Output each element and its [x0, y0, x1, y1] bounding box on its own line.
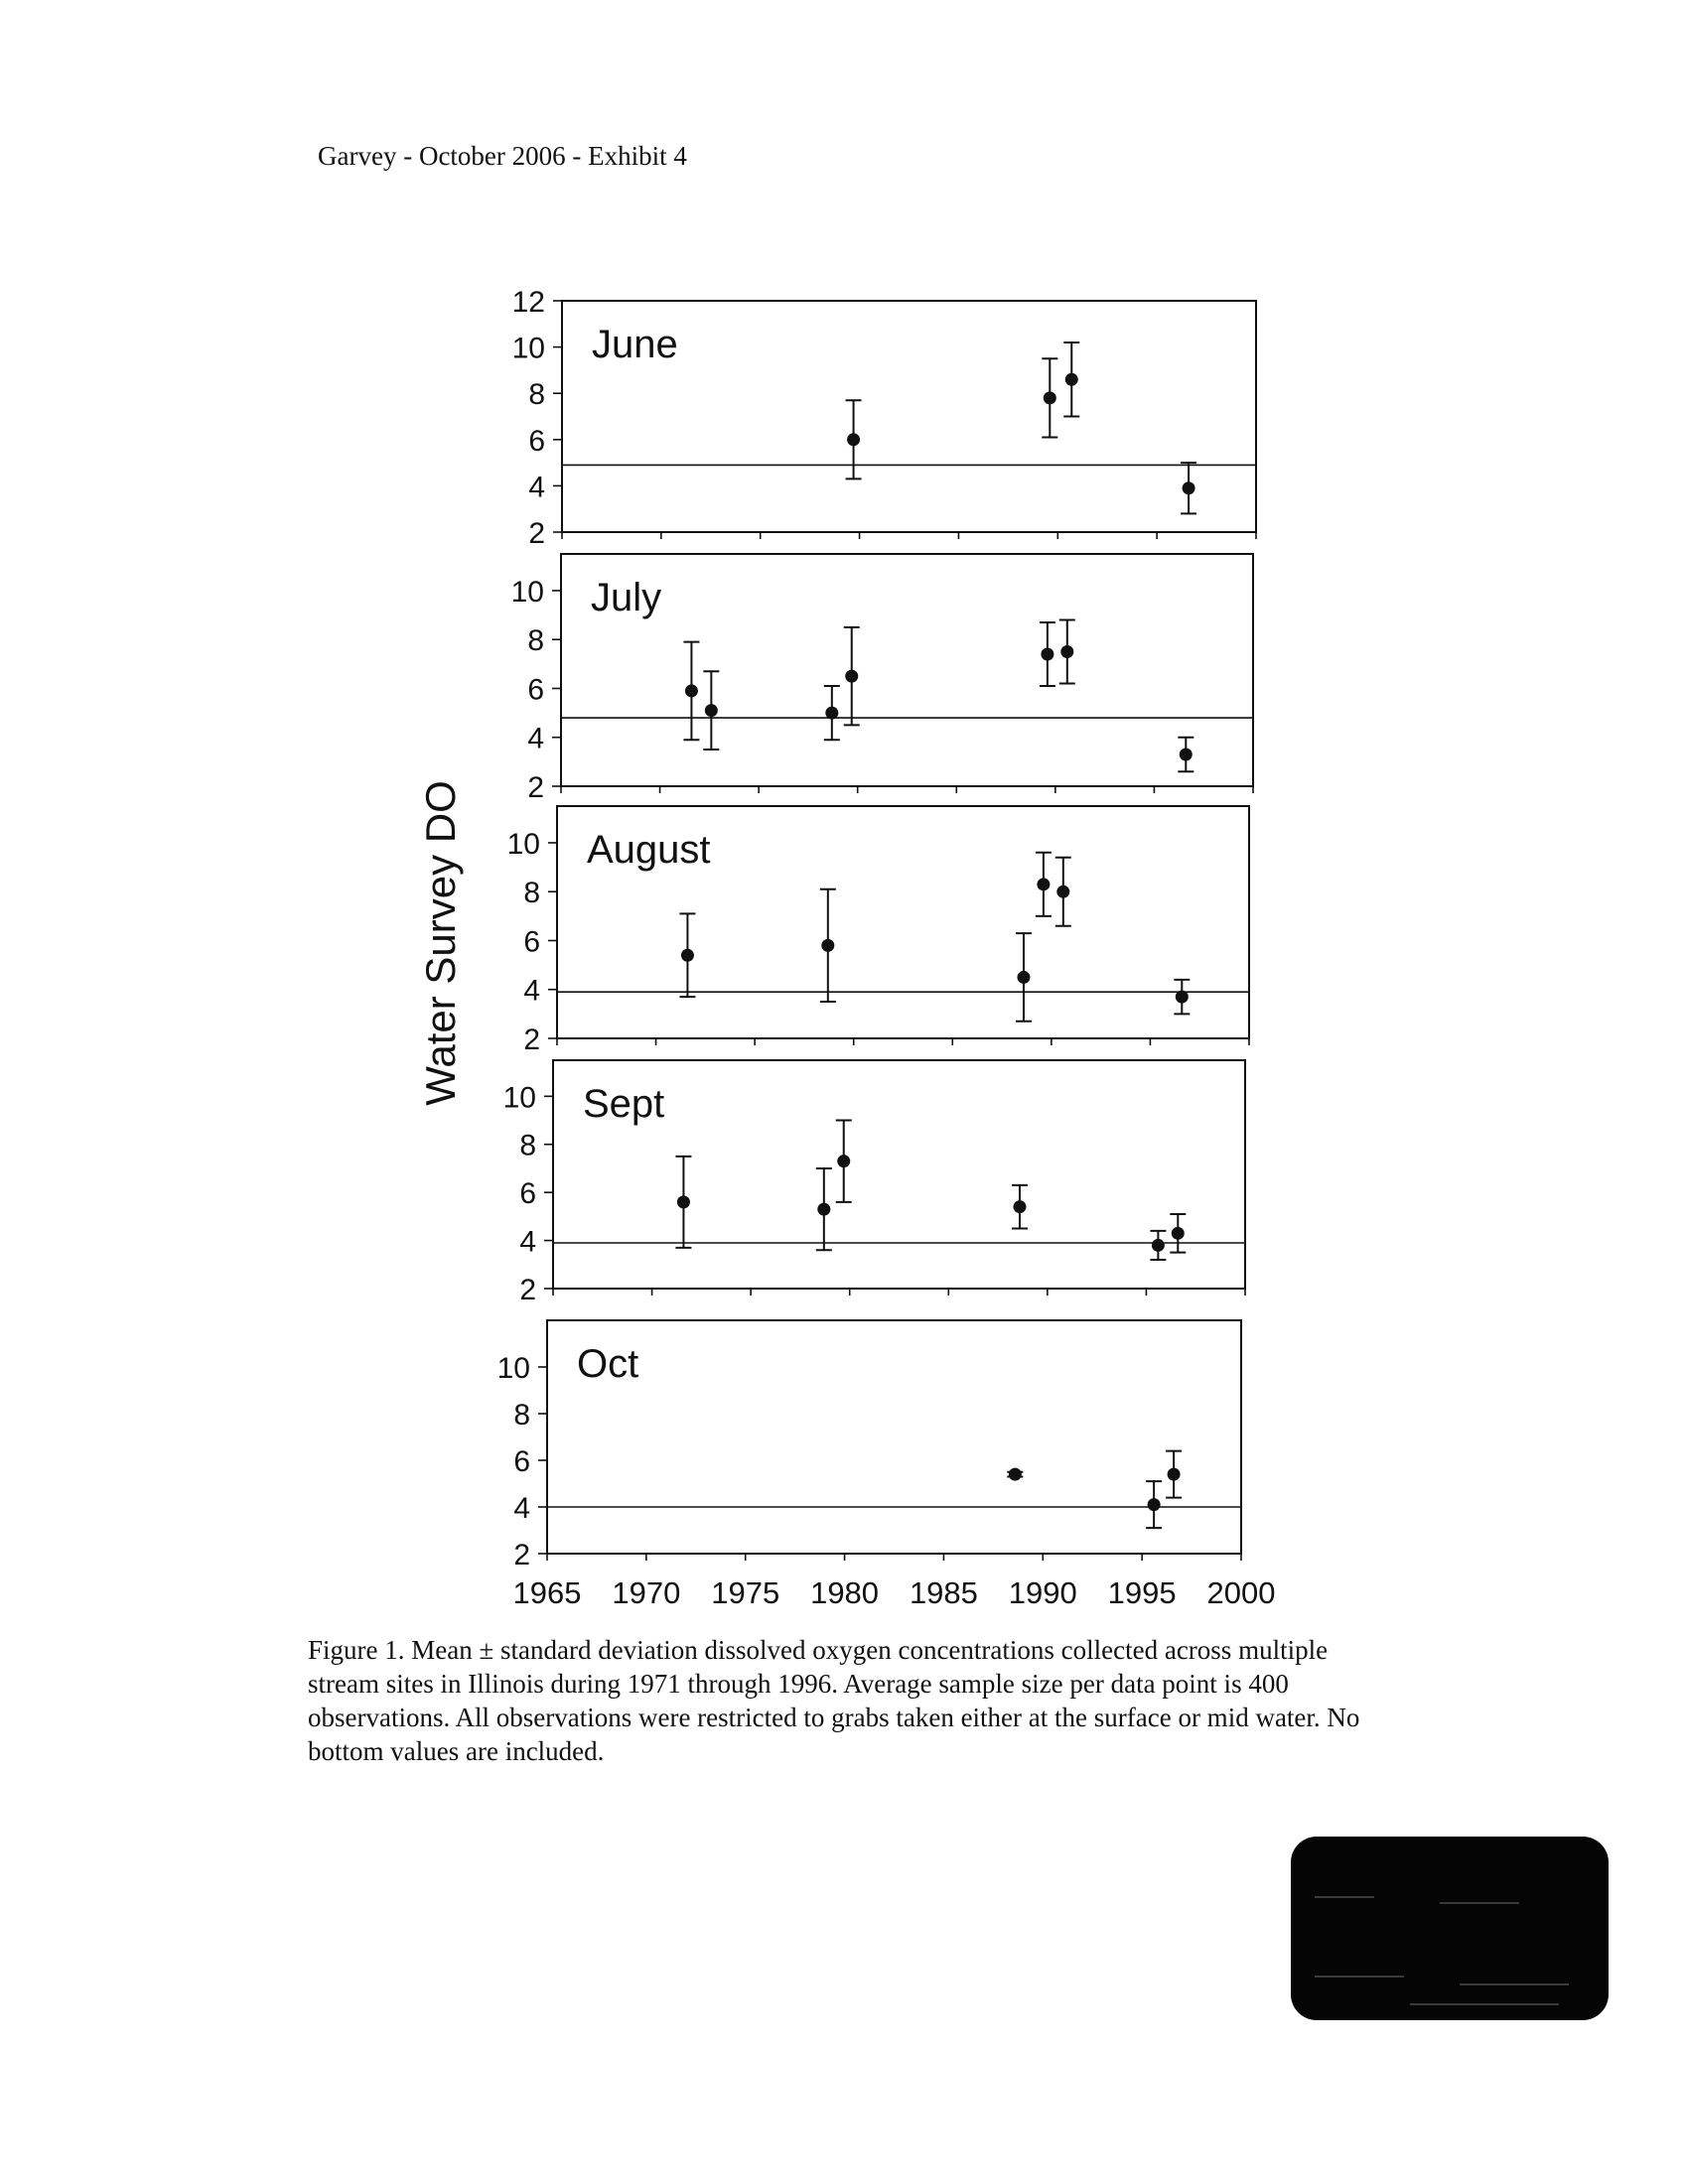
y-tick-label-june: 4	[528, 471, 545, 504]
panel-label-oct: Oct	[577, 1342, 639, 1386]
data-point	[1183, 481, 1195, 494]
y-tick-label-july: 8	[527, 624, 544, 658]
data-point	[1013, 1200, 1026, 1213]
y-tick-label-june: 2	[528, 517, 545, 550]
data-point	[1152, 1239, 1165, 1252]
x-tick-label: 1985	[909, 1575, 978, 1610]
y-tick-label-sept: 6	[519, 1177, 536, 1211]
y-tick-label-june: 6	[528, 424, 545, 458]
data-point	[837, 1155, 850, 1167]
panel-label-august: August	[587, 828, 711, 872]
y-tick-label-june: 10	[511, 332, 545, 365]
data-point	[825, 707, 838, 720]
y-tick-label-sept: 8	[519, 1129, 536, 1162]
data-point	[1176, 991, 1189, 1004]
data-point	[1172, 1227, 1185, 1240]
data-point	[677, 1195, 690, 1208]
y-axis-label: Water Survey DO	[417, 780, 464, 1106]
y-tick-label-august: 4	[523, 974, 540, 1008]
data-point	[845, 670, 858, 683]
x-tick-label: 1975	[711, 1575, 780, 1610]
y-tick-label-oct: 2	[513, 1539, 530, 1571]
x-tick-label: 2000	[1206, 1575, 1276, 1610]
data-point	[681, 949, 694, 962]
panel-label-july: July	[591, 576, 662, 619]
y-tick-label-oct: 6	[513, 1445, 530, 1478]
y-tick-label-june: 12	[511, 286, 545, 319]
data-point	[1041, 647, 1053, 660]
data-point	[817, 1203, 830, 1216]
y-tick-label-august: 6	[523, 925, 540, 959]
y-tick-label-august: 10	[506, 827, 540, 861]
y-tick-label-july: 4	[527, 722, 544, 755]
exhibit-stamp	[1291, 1837, 1609, 2020]
y-tick-label-july: 6	[527, 673, 544, 707]
panel-label-sept: Sept	[583, 1082, 665, 1126]
data-point	[1180, 748, 1193, 760]
x-tick-label: 1970	[612, 1575, 681, 1610]
x-tick-label: 1990	[1008, 1575, 1077, 1610]
x-tick-label: 1995	[1107, 1575, 1177, 1610]
y-tick-label-june: 8	[528, 378, 545, 412]
y-tick-label-july: 10	[510, 575, 544, 609]
figure-caption: Figure 1. Mean ± standard deviation dissolved oxygen concentrations collected across multiple stream sites in Illinois during 1971 through 1996. Average sample size per data point is 400 observations. All observations were restricted to grabs taken either at the surface or mid water. No bottom values are included.	[308, 1635, 1360, 1766]
data-point	[1148, 1498, 1161, 1511]
panel-label-june: June	[592, 323, 678, 366]
data-point	[1037, 878, 1050, 890]
data-point	[1017, 971, 1030, 984]
y-tick-label-sept: 4	[519, 1225, 536, 1259]
data-point	[821, 939, 834, 952]
x-tick-label: 1980	[810, 1575, 880, 1610]
data-point	[705, 704, 718, 717]
data-point	[1060, 645, 1073, 658]
data-point	[1056, 886, 1069, 898]
exhibit-header: Garvey - October 2006 - Exhibit 4	[318, 141, 687, 171]
data-point	[1065, 373, 1078, 386]
y-tick-label-sept: 10	[502, 1081, 536, 1115]
y-tick-label-oct: 4	[513, 1492, 530, 1525]
data-point	[847, 433, 860, 446]
y-tick-label-sept: 2	[519, 1274, 536, 1306]
y-tick-label-oct: 8	[513, 1399, 530, 1432]
y-tick-label-august: 8	[523, 877, 540, 910]
data-point	[1168, 1468, 1181, 1481]
x-tick-label: 1965	[512, 1575, 582, 1610]
panel-frame-july	[561, 554, 1253, 786]
y-tick-label-august: 2	[523, 1024, 540, 1056]
data-point	[1009, 1468, 1022, 1481]
y-tick-label-oct: 10	[496, 1352, 530, 1385]
y-tick-label-july: 2	[527, 771, 544, 804]
data-point	[685, 684, 698, 697]
panel-frame-oct	[547, 1320, 1241, 1554]
data-point	[1044, 391, 1056, 404]
